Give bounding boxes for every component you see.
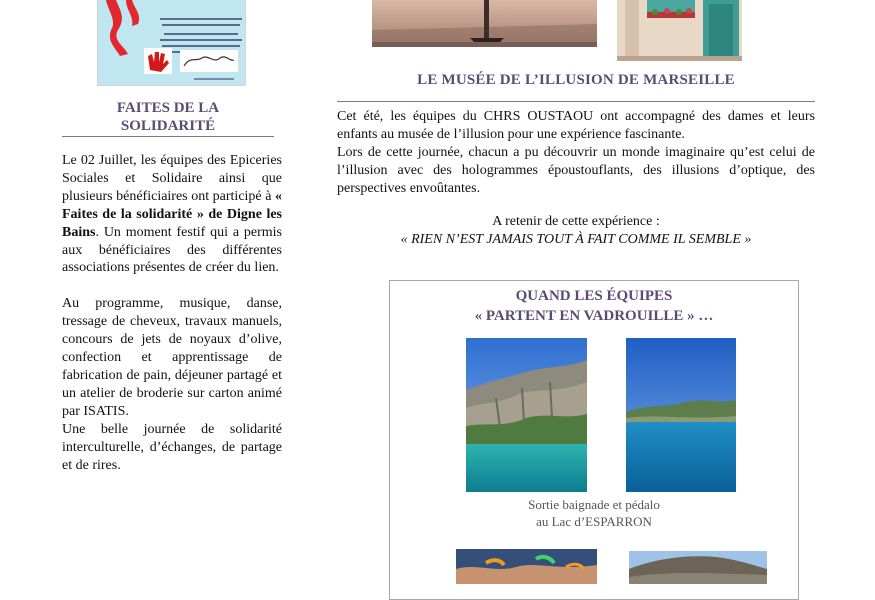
museum-paragraph-1: Cet été, les équipes du CHRS OUSTAOU ont accompagné des dames et leurs enfants au musée de l’illusion pour une expérience fascinante.	[337, 109, 815, 142]
solidarity-title-line2: SOLIDARITÉ	[120, 118, 216, 134]
rocky-hill-photo	[629, 551, 767, 589]
outing-section-title	[389, 287, 799, 326]
solidarity-title-line1: FAITES DE LA	[116, 100, 220, 116]
museum-takeaway	[337, 213, 815, 249]
outing-title-line1: QUAND LES ÉQUIPES	[515, 288, 673, 304]
outing-caption-line2: au Lac d’ESPARRON	[536, 514, 652, 529]
museum-paragraph-2: Lors de cette journée, chacun a pu découvrir un monde imaginaire qu’est celui de l’illusion avec des hologrammes époustouflants, des illusions d’optique, des perspectives envoûtantes.	[337, 144, 815, 196]
solidarity-p1-text-b: . Un moment festif qui a permis aux bénéficiaires des différentes associations présentes de créer du lien.	[62, 224, 282, 276]
wristbands-photo	[456, 549, 597, 589]
museum-hall-photo	[372, 0, 597, 47]
solidarity-event-name: « Faites de la solidarité » de Digne les Bains	[62, 188, 282, 240]
museum-title-divider	[337, 101, 815, 102]
solidarity-article-body	[62, 152, 282, 474]
solidarity-paragraph-2: Au programme, musique, danse, tressage de cheveux, travaux manuels, concours de jets de noyaux d’olive, confection et apprentissage de fabrication de pain, déjeuner partagé et un atelier de broderie sur carton animé par ISATIS.	[62, 296, 282, 419]
solidarity-p1-text-a: Le 02 Juillet, les équipes des Epiceries Sociales et Solidaire ainsi que plusieurs bénéficiaires ont participé à	[62, 153, 282, 204]
museum-section-title: LE MUSÉE DE L’ILLUSION DE MARSEILLE	[417, 72, 735, 88]
outing-title-line2: « PARTENT EN VADROUILLE » …	[474, 307, 714, 324]
outing-caption-line1: Sortie baignade et pédalo	[528, 497, 660, 512]
event-poster-image	[97, 0, 246, 86]
solidarity-paragraph-3: Une belle journée de solidarité interculturelle, d’échanges, de partage et de rires.	[62, 421, 282, 473]
museum-takeaway-quote: « RIEN N’EST JAMAIS TOUT À FAIT COMME IL SEMBLE »	[400, 231, 752, 247]
lake-view-photo	[626, 338, 736, 492]
solidarity-section-title	[62, 99, 274, 135]
museum-takeaway-label: A retenir de cette expérience :	[492, 214, 660, 229]
solidarity-paragraph-1	[62, 152, 282, 277]
museum-article-body	[337, 108, 815, 198]
outing-photo-caption	[389, 496, 799, 530]
museum-facade-photo	[617, 0, 742, 61]
lake-cliff-photo	[466, 338, 587, 492]
solidarity-title-divider	[62, 136, 274, 137]
